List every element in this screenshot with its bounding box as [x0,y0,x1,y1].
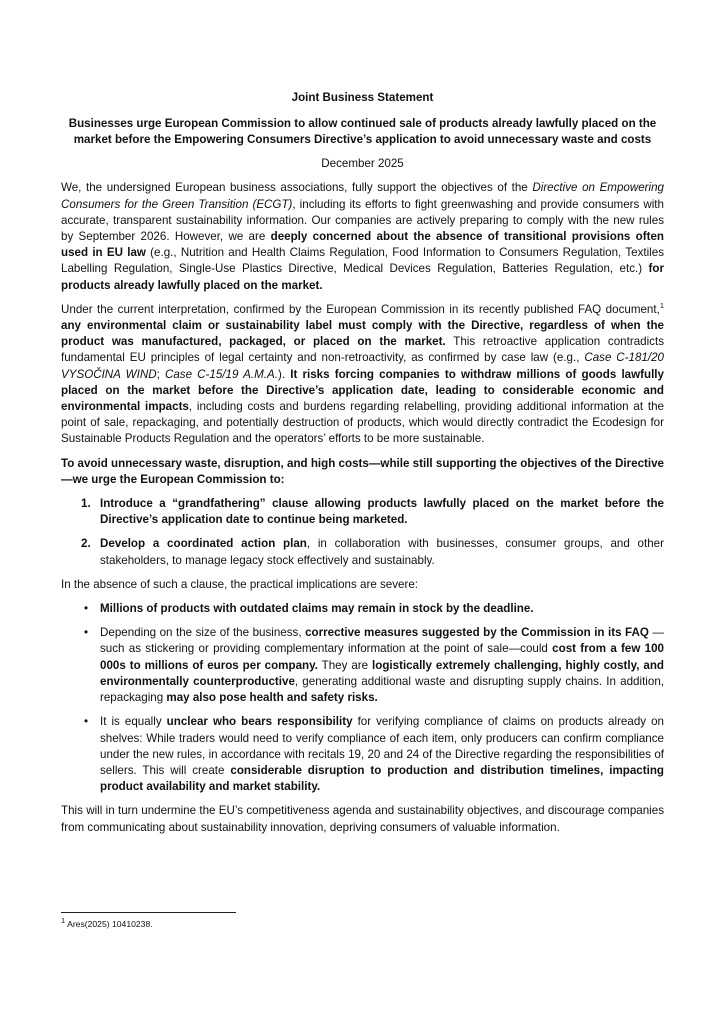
emphasis: Develop a coordinated action plan [100,537,307,551]
footnote-ref[interactable]: 1 [659,300,664,310]
text-run: Depending on the size of the business, [100,626,306,640]
list-item [61,536,664,568]
emphasis: unclear who bears responsibility [166,715,353,729]
emphasis: It risks forcing companies to withdraw millions of goods lawfully placed on the market before the Directive’s application date, leading to considerable economic and environmental impacts [61,367,664,414]
emphasis: Millions of products with outdated claims may remain in stock by the deadline. [100,602,534,616]
text-run: , in collaboration with businesses, consumer groups, and other stakeholders, to manage legacy stock effectively and sustainably. [100,537,664,567]
paragraph-conclusion [61,803,664,835]
footnote-text: Ares(2025) 10410238. [65,919,153,929]
emphasis: Introduce a “grandfathering” clause allowing products lawfully placed on the market before the Directive’s application date to continue being marketed. [100,497,664,527]
emphasis: cost from a few 100 000s to millions of euros per company. [100,642,664,672]
case-reference: Case C-15/19 A.M.A. [164,367,278,381]
text-run: In the absence of such a clause, the practical implications are severe: [61,577,419,591]
bullet-icon: • [84,626,89,640]
footnote-number: 1 [61,916,66,926]
emphasis: considerable disruption to production and distribution timelines, impacting product availability and market stability. [100,763,664,794]
list-item [61,496,664,528]
emphasis: logistically extremely challenging, highly costly, and environmentally counterproductive [100,658,664,688]
text-run: ). [277,367,291,381]
bullet-icon: • [84,602,89,616]
text-run: — such as stickering or providing complementary information at the point of sale—could [100,626,664,656]
list-number: 2. [81,537,91,551]
text-run: It is equally [100,715,167,729]
list-item [61,625,664,706]
emphasis: To avoid unnecessary waste, disruption, and high costs—while still supporting the objectives of the Directive—we urge the European Commission to: [61,456,664,486]
paragraph-interpretation [61,302,664,448]
page-title: Joint Business Statement [291,91,434,104]
text-run: , including its efforts to fight greenwashing and provide consumers with accurate, transparent sustainability information. Our companies are actively preparing to comply with the new rules by September 2026. However, we are [61,197,664,244]
numbered-list [61,496,664,569]
text-run: , including costs and burdens regarding relabelling, providing additional information at the point of sale, repackaging, and potentially destruction of products, which would directly contradict the Ecodesign for Sustainable Products Regulation and the operators’ efforts to be more sustainable. [61,400,664,446]
bullet-list [61,601,664,795]
document-date: December 2025 [321,157,404,171]
footnote-divider [61,912,236,913]
paragraph-call-to-action [61,456,664,488]
list-item [61,601,664,617]
document-body [61,90,664,844]
directive-name: Directive on Empowering Consumers for the Green Transition (ECGT) [61,181,665,211]
emphasis: may also pose health and safety risks. [166,691,378,705]
emphasis: deeply concerned about the absence of transitional provisions often used in EU law [61,230,665,260]
text-run: We, the undersigned European business associations, fully support the objectives of the [61,181,533,195]
text-run: ; [156,367,165,381]
list-number: 1. [81,497,91,511]
emphasis: corrective measures suggested by the Commission in its FAQ [305,626,649,640]
emphasis: any environmental claim or sustainability label must comply with the Directive, regardless of when the product was manufactured, packaged, or placed on the market. [61,319,664,349]
page-subtitle: Businesses urge European Commission to allow continued sale of products already lawfully placed on the market before the Empowering Consumers Directive’s application to avoid unnecessary waste and costs [68,117,657,147]
text-run: This retroactive application contradicts fundamental EU principles of legal certainty and non-retroactivity, as confirmed by case law (e.g., [61,335,664,365]
text-run: Under the current interpretation, confirmed by the European Commission in its recently published FAQ document, [61,302,660,316]
list-item [61,714,664,795]
case-reference: Case C-181/20 VYSOČINA WIND [61,351,664,381]
paragraph-intro [61,180,664,293]
text-run: This will in turn undermine the EU’s competitiveness agenda and sustainability objectives, and discourage companies from communicating about sustainability innovation, depriving consumers of valuable information. [61,804,664,834]
footnote [61,916,153,930]
text-run: They are [317,658,373,672]
text-run: , generating additional waste and disrupting supply chains. In addition, repackaging [100,674,664,705]
text-run: (e.g., Nutrition and Health Claims Regulation, Food Information to Consumers Regulation, Textiles Labelling Regulation, Single-Use Plastics Directive, Medical Devices Regulation, Batteries Regulation, etc.) [61,246,664,276]
emphasis: for products already lawfully placed on the market. [61,262,664,292]
paragraph-implications [61,577,664,593]
bullet-icon: • [84,715,89,729]
text-run: for verifying compliance of claims on products already on shelves: While traders would need to verify compliance of each item, only producers can confirm compliance under the new rules, in accordance with recitals 19, 20 and 24 of the Directive regarding the responsibilities of sellers. This will create [100,715,665,777]
